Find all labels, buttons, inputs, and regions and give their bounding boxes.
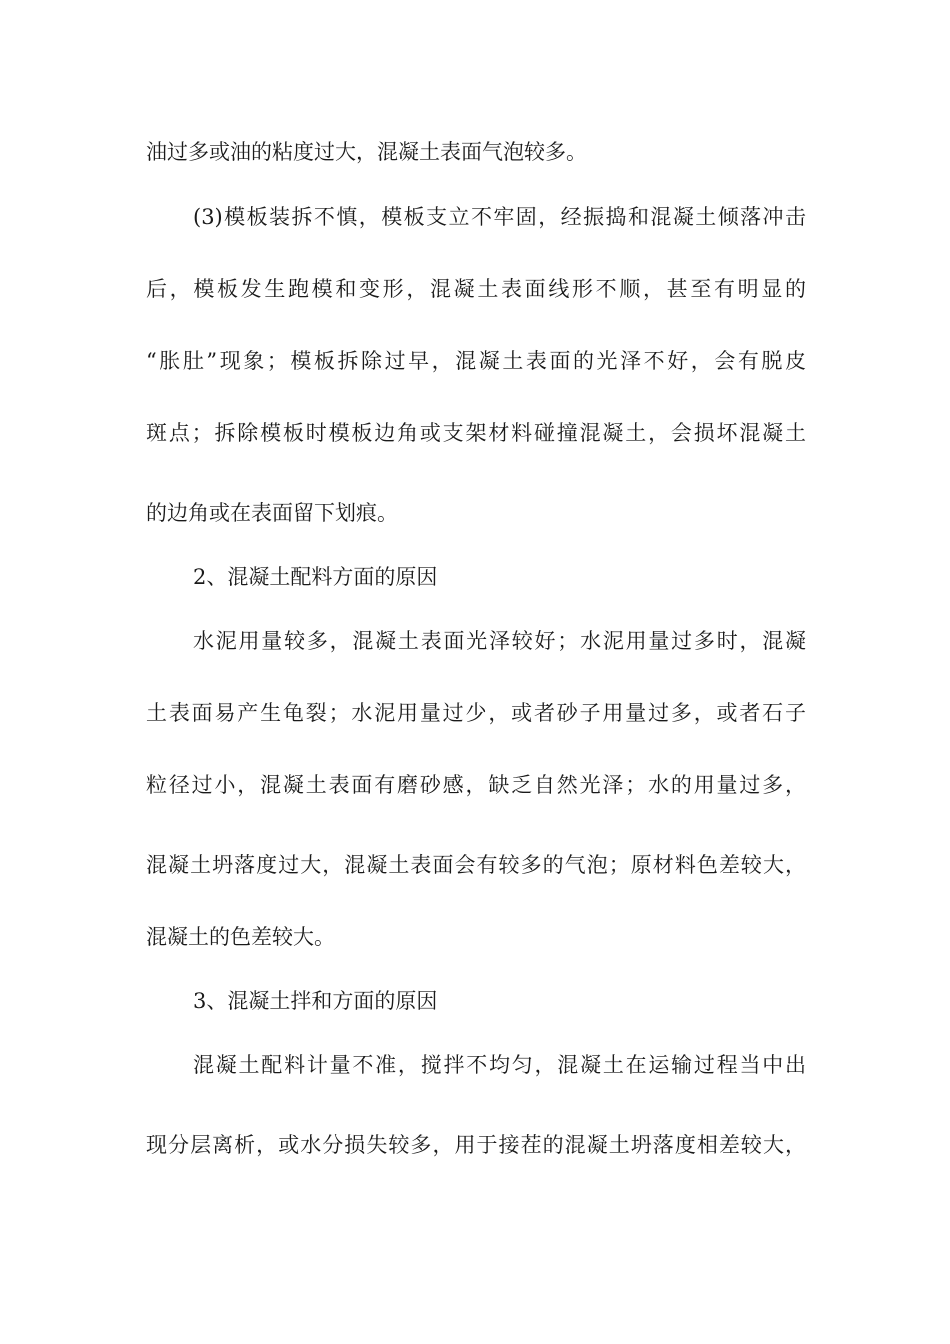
paragraph-line: 后，模板发生跑模和变形，混凝土表面线形不顺，甚至有明显的 [146,277,806,301]
paragraph-line: 油过多或油的粘度过大，混凝土表面气泡较多。 [146,140,587,164]
section-heading: 3、混凝土拌和方面的原因 [193,989,438,1013]
paragraph-line: 土表面易产生龟裂；水泥用量过少，或者砂子用量过多，或者石子 [146,701,806,725]
paragraph-line: 的边角或在表面留下划痕。 [146,501,398,525]
section-heading: 2、混凝土配料方面的原因 [193,565,438,589]
paragraph-line: 混凝土坍落度过大，混凝土表面会有较多的气泡；原材料色差较大， [146,853,806,877]
paragraph-line: 现分层离析，或水分损失较多，用于接茬的混凝土坍落度相差较大， [146,1133,806,1157]
paragraph-line: 斑点；拆除模板时模板边角或支架材料碰撞混凝土，会损坏混凝土 [146,421,806,445]
paragraph-line: 水泥用量较多，混凝土表面光泽较好；水泥用量过多时，混凝 [193,629,806,653]
paragraph-line: 粒径过小，混凝土表面有磨砂感，缺乏自然光泽；水的用量过多， [146,773,806,797]
paragraph-line: (3)模板装拆不慎，模板支立不牢固，经振捣和混凝土倾落冲击 [193,205,806,229]
paragraph-line: “胀肚”现象；模板拆除过早，混凝土表面的光泽不好，会有脱皮 [146,349,806,373]
paragraph-line: 混凝土配料计量不准，搅拌不均匀，混凝土在运输过程当中出 [193,1053,806,1077]
paragraph-line: 混凝土的色差较大。 [146,925,335,949]
